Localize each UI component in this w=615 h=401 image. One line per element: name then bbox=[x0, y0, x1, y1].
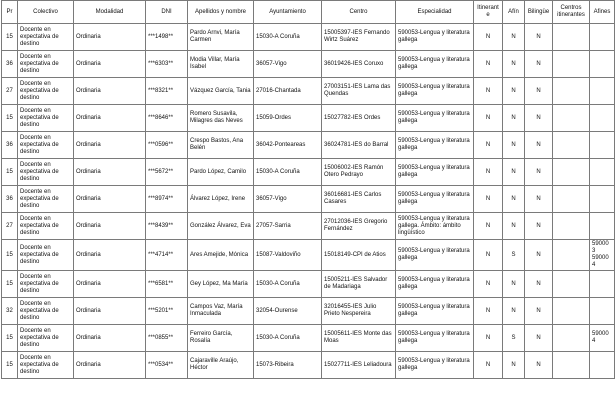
cell-ayuntamiento: 15087-Valdoviño bbox=[254, 240, 322, 271]
cell-ayuntamiento: 27057-Sarria bbox=[254, 213, 322, 240]
cell-afines bbox=[590, 51, 615, 78]
cell-especialidad: 590053-Lengua y literatura gallega bbox=[396, 78, 474, 105]
cell-afines bbox=[590, 186, 615, 213]
cell-itinerante: N bbox=[474, 271, 503, 298]
cell-nombre: Romero Susavila, Milagres das Neves bbox=[188, 105, 254, 132]
cell-nombre: Pardo López, Camilo bbox=[188, 159, 254, 186]
cell-especialidad: 590053-Lengua y literatura gallega bbox=[396, 159, 474, 186]
cell-nombre: Gey López, Ma María bbox=[188, 271, 254, 298]
header-afin: Afín bbox=[503, 1, 525, 24]
cell-afin: N bbox=[503, 159, 525, 186]
cell-pr: 27 bbox=[2, 78, 18, 105]
cell-pr: 15 bbox=[2, 240, 18, 271]
cell-centro: 27012036-IES Gregorio Fernández bbox=[322, 213, 396, 240]
cell-ayuntamiento: 15030-A Coruña bbox=[254, 24, 322, 51]
cell-bilingue: N bbox=[525, 325, 553, 352]
table-row bbox=[2, 240, 615, 271]
cell-nombre: Modia Villar, María Isabel bbox=[188, 51, 254, 78]
cell-afines bbox=[590, 159, 615, 186]
cell-itinerante: N bbox=[474, 24, 503, 51]
cell-afines bbox=[590, 271, 615, 298]
cell-afin: N bbox=[503, 352, 525, 379]
cell-pr: 15 bbox=[2, 24, 18, 51]
cell-nombre: Ferreiro García, Rosalía bbox=[188, 325, 254, 352]
header-dni: DNI bbox=[146, 1, 188, 24]
cell-centros-itinerantes bbox=[553, 132, 590, 159]
cell-centro: 36019426-IES Coruxo bbox=[322, 51, 396, 78]
cell-dni: ***8439** bbox=[146, 213, 188, 240]
cell-bilingue: N bbox=[525, 24, 553, 51]
cell-afines bbox=[590, 78, 615, 105]
header-ayuntamiento: Ayuntamiento bbox=[254, 1, 322, 24]
cell-centros-itinerantes bbox=[553, 298, 590, 325]
cell-modalidad: Ordinaria bbox=[74, 298, 146, 325]
cell-dni: ***8974** bbox=[146, 186, 188, 213]
cell-nombre: Campos Vaz, María Inmaculada bbox=[188, 298, 254, 325]
cell-ayuntamiento: 15030-A Coruña bbox=[254, 325, 322, 352]
cell-pr: 15 bbox=[2, 352, 18, 379]
cell-bilingue: N bbox=[525, 51, 553, 78]
cell-pr: 36 bbox=[2, 51, 18, 78]
cell-centros-itinerantes bbox=[553, 325, 590, 352]
cell-centros-itinerantes bbox=[553, 24, 590, 51]
cell-bilingue: N bbox=[525, 78, 553, 105]
cell-nombre: Pardo Arnvi, María Carmen bbox=[188, 24, 254, 51]
cell-itinerante: N bbox=[474, 352, 503, 379]
cell-itinerante: N bbox=[474, 213, 503, 240]
cell-colectivo: Docente en expectativa de destino bbox=[18, 325, 74, 352]
cell-afines bbox=[590, 352, 615, 379]
cell-pr: 15 bbox=[2, 325, 18, 352]
cell-itinerante: N bbox=[474, 298, 503, 325]
cell-pr: 15 bbox=[2, 159, 18, 186]
cell-bilingue: N bbox=[525, 271, 553, 298]
cell-centro: 15027711-IES Leliadoura bbox=[322, 352, 396, 379]
cell-ayuntamiento: 27016-Chantada bbox=[254, 78, 322, 105]
cell-afin: S bbox=[503, 325, 525, 352]
cell-modalidad: Ordinaria bbox=[74, 325, 146, 352]
cell-centro: 15005397-IES Fernando Wirtz Suárez bbox=[322, 24, 396, 51]
cell-bilingue: N bbox=[525, 186, 553, 213]
cell-especialidad: 590053-Lengua y literatura gallega bbox=[396, 51, 474, 78]
cell-dni: ***6581** bbox=[146, 271, 188, 298]
cell-centros-itinerantes bbox=[553, 51, 590, 78]
cell-bilingue: N bbox=[525, 159, 553, 186]
cell-especialidad: 590053-Lengua y literatura gallega bbox=[396, 240, 474, 271]
cell-bilingue: N bbox=[525, 132, 553, 159]
table-row bbox=[2, 78, 615, 105]
cell-nombre: Ares Amejide, Mónica bbox=[188, 240, 254, 271]
table-row bbox=[2, 298, 615, 325]
cell-especialidad: 590053-Lengua y literatura gallega bbox=[396, 298, 474, 325]
cell-ayuntamiento: 15059-Ordes bbox=[254, 105, 322, 132]
cell-centro: 15005611-IES Monte das Moas bbox=[322, 325, 396, 352]
table-row bbox=[2, 186, 615, 213]
assignments-table bbox=[1, 0, 615, 379]
cell-afin: N bbox=[503, 132, 525, 159]
cell-modalidad: Ordinaria bbox=[74, 24, 146, 51]
cell-afines bbox=[590, 105, 615, 132]
cell-especialidad: 590053-Lengua y literatura gallega bbox=[396, 186, 474, 213]
cell-afin: N bbox=[503, 213, 525, 240]
cell-colectivo: Docente en expectativa de destino bbox=[18, 240, 74, 271]
cell-afines: 590003 590004 bbox=[590, 240, 615, 271]
cell-centros-itinerantes bbox=[553, 213, 590, 240]
table-row bbox=[2, 159, 615, 186]
cell-afines bbox=[590, 132, 615, 159]
cell-centro: 36024781-IES do Barral bbox=[322, 132, 396, 159]
cell-centro: 15006002-IES Ramón Otero Pedrayo bbox=[322, 159, 396, 186]
cell-afin: N bbox=[503, 298, 525, 325]
cell-ayuntamiento: 32054-Ourense bbox=[254, 298, 322, 325]
cell-itinerante: N bbox=[474, 132, 503, 159]
cell-centros-itinerantes bbox=[553, 105, 590, 132]
cell-modalidad: Ordinaria bbox=[74, 271, 146, 298]
cell-centro: 36016681-IES Carlos Casares bbox=[322, 186, 396, 213]
cell-centro: 15027782-IES Ordes bbox=[322, 105, 396, 132]
cell-modalidad: Ordinaria bbox=[74, 78, 146, 105]
cell-pr: 36 bbox=[2, 186, 18, 213]
cell-afin: N bbox=[503, 24, 525, 51]
cell-ayuntamiento: 36057-Vigo bbox=[254, 186, 322, 213]
table-row bbox=[2, 24, 615, 51]
cell-colectivo: Docente en expectativa de destino bbox=[18, 105, 74, 132]
cell-centros-itinerantes bbox=[553, 240, 590, 271]
cell-ayuntamiento: 36042-Ponteareas bbox=[254, 132, 322, 159]
cell-colectivo: Docente en expectativa de destino bbox=[18, 159, 74, 186]
cell-colectivo: Docente en expectativa de destino bbox=[18, 78, 74, 105]
cell-dni: ***6303** bbox=[146, 51, 188, 78]
cell-pr: 15 bbox=[2, 105, 18, 132]
cell-centro: 32016455-IES Julio Prieto Nespereira bbox=[322, 298, 396, 325]
cell-modalidad: Ordinaria bbox=[74, 159, 146, 186]
cell-pr: 32 bbox=[2, 298, 18, 325]
cell-colectivo: Docente en expectativa de destino bbox=[18, 213, 74, 240]
cell-bilingue: N bbox=[525, 105, 553, 132]
cell-afin: N bbox=[503, 78, 525, 105]
cell-pr: 27 bbox=[2, 213, 18, 240]
cell-dni: ***1498** bbox=[146, 24, 188, 51]
cell-afin: N bbox=[503, 105, 525, 132]
cell-centros-itinerantes bbox=[553, 159, 590, 186]
cell-pr: 36 bbox=[2, 132, 18, 159]
header-modalidad: Modalidad bbox=[74, 1, 146, 24]
cell-especialidad: 590053-Lengua y literatura gallega. Ámbito: ámbito lingüístico bbox=[396, 213, 474, 240]
cell-bilingue: N bbox=[525, 213, 553, 240]
table-row bbox=[2, 352, 615, 379]
cell-ayuntamiento: 15030-A Coruña bbox=[254, 159, 322, 186]
cell-especialidad: 590053-Lengua y literatura gallega bbox=[396, 24, 474, 51]
header-afines: Afines bbox=[590, 1, 615, 24]
cell-modalidad: Ordinaria bbox=[74, 240, 146, 271]
table-row bbox=[2, 132, 615, 159]
cell-itinerante: N bbox=[474, 51, 503, 78]
cell-especialidad: 590053-Lengua y literatura gallega bbox=[396, 271, 474, 298]
cell-bilingue: N bbox=[525, 298, 553, 325]
cell-itinerante: N bbox=[474, 240, 503, 271]
table-body bbox=[2, 24, 615, 379]
cell-ayuntamiento: 15073-Ribeira bbox=[254, 352, 322, 379]
header-bilingue: Bilingüe bbox=[525, 1, 553, 24]
cell-colectivo: Docente en expectativa de destino bbox=[18, 51, 74, 78]
cell-itinerante: N bbox=[474, 159, 503, 186]
header-itinerante: Itinerante bbox=[474, 1, 503, 24]
cell-dni: ***5672** bbox=[146, 159, 188, 186]
cell-colectivo: Docente en expectativa de destino bbox=[18, 132, 74, 159]
header-nombre: Apellidos y nombre bbox=[188, 1, 254, 24]
cell-afin: N bbox=[503, 271, 525, 298]
cell-itinerante: N bbox=[474, 105, 503, 132]
cell-modalidad: Ordinaria bbox=[74, 132, 146, 159]
cell-centros-itinerantes bbox=[553, 186, 590, 213]
header-especialidad: Especialidad bbox=[396, 1, 474, 24]
cell-dni: ***8321** bbox=[146, 78, 188, 105]
cell-ayuntamiento: 15030-A Coruña bbox=[254, 271, 322, 298]
cell-ayuntamiento: 36057-Vigo bbox=[254, 51, 322, 78]
cell-afin: N bbox=[503, 51, 525, 78]
cell-modalidad: Ordinaria bbox=[74, 186, 146, 213]
cell-modalidad: Ordinaria bbox=[74, 105, 146, 132]
header-pr: Pr bbox=[2, 1, 18, 24]
cell-modalidad: Ordinaria bbox=[74, 352, 146, 379]
header-centros-itinerantes: Centros itinerantes bbox=[553, 1, 590, 24]
cell-colectivo: Docente en expectativa de destino bbox=[18, 186, 74, 213]
cell-modalidad: Ordinaria bbox=[74, 213, 146, 240]
cell-itinerante: N bbox=[474, 325, 503, 352]
cell-centros-itinerantes bbox=[553, 78, 590, 105]
cell-itinerante: N bbox=[474, 186, 503, 213]
cell-dni: ***0596** bbox=[146, 132, 188, 159]
cell-especialidad: 590053-Lengua y literatura gallega bbox=[396, 105, 474, 132]
cell-itinerante: N bbox=[474, 78, 503, 105]
header-colectivo: Colectivo bbox=[18, 1, 74, 24]
cell-dni: ***5201** bbox=[146, 298, 188, 325]
cell-afin: N bbox=[503, 186, 525, 213]
cell-afines: 590004 bbox=[590, 325, 615, 352]
cell-centro: 27003151-IES Lama das Quendas bbox=[322, 78, 396, 105]
cell-nombre: González Álvarez, Eva bbox=[188, 213, 254, 240]
cell-colectivo: Docente en expectativa de destino bbox=[18, 298, 74, 325]
cell-especialidad: 590053-Lengua y literatura gallega bbox=[396, 352, 474, 379]
cell-modalidad: Ordinaria bbox=[74, 51, 146, 78]
cell-bilingue: N bbox=[525, 240, 553, 271]
cell-bilingue: N bbox=[525, 352, 553, 379]
table-row bbox=[2, 105, 615, 132]
cell-colectivo: Docente en expectativa de destino bbox=[18, 24, 74, 51]
header-centro: Centro bbox=[322, 1, 396, 24]
table-row bbox=[2, 51, 615, 78]
cell-afines bbox=[590, 213, 615, 240]
cell-nombre: Álvarez López, Irene bbox=[188, 186, 254, 213]
cell-colectivo: Docente en expectativa de destino bbox=[18, 271, 74, 298]
cell-centros-itinerantes bbox=[553, 352, 590, 379]
table-row bbox=[2, 325, 615, 352]
cell-nombre: Cajaraville Araújo, Héctor bbox=[188, 352, 254, 379]
cell-pr: 15 bbox=[2, 271, 18, 298]
cell-centros-itinerantes bbox=[553, 271, 590, 298]
cell-afines bbox=[590, 298, 615, 325]
header-row bbox=[2, 1, 615, 24]
cell-nombre: Crespo Bastos, Ana Belén bbox=[188, 132, 254, 159]
cell-dni: ***4714** bbox=[146, 240, 188, 271]
cell-dni: ***0534** bbox=[146, 352, 188, 379]
table-row bbox=[2, 213, 615, 240]
table-row bbox=[2, 271, 615, 298]
cell-nombre: Vázquez García, Tania bbox=[188, 78, 254, 105]
cell-afines bbox=[590, 24, 615, 51]
cell-centro: 15018149-CPI de Atios bbox=[322, 240, 396, 271]
cell-dni: ***0855** bbox=[146, 325, 188, 352]
cell-especialidad: 590053-Lengua y literatura gallega bbox=[396, 132, 474, 159]
cell-afin: S bbox=[503, 240, 525, 271]
cell-centro: 15005211-IES Salvador de Madariaga bbox=[322, 271, 396, 298]
cell-especialidad: 590053-Lengua y literatura gallega bbox=[396, 325, 474, 352]
cell-colectivo: Docente en expectativa de destino bbox=[18, 352, 74, 379]
cell-dni: ***8646** bbox=[146, 105, 188, 132]
